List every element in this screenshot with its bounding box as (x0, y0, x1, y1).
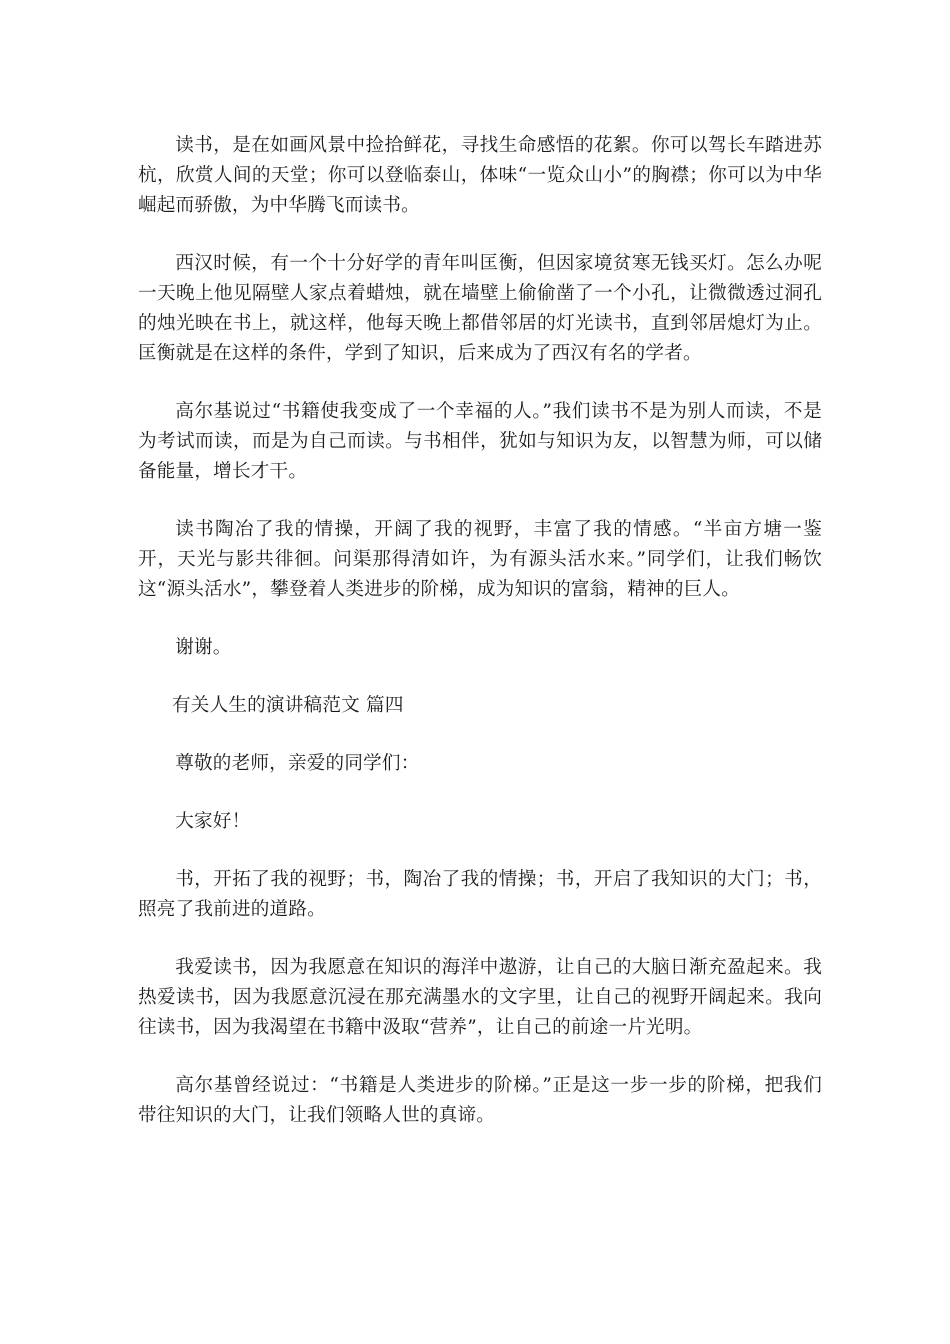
paragraph-reading-flowers: 读书，是在如画风景中捡拾鲜花，寻找生命感悟的花絮。你可以驾长车踏进苏杭，欣赏人间的天堂；你可以登临泰山，体味“一览众山小”的胸襟；你可以为中华崛起而骄傲，为中华腾飞而读书。 (138, 135, 822, 216)
paragraph-books-vision: 书，开拓了我的视野；书，陶冶了我的情操；书，开启了我知识的大门；书，照亮了我前进的道路。 (138, 869, 822, 920)
paragraph-love-reading: 我爱读书，因为我愿意在知识的海洋中遨游，让自己的大脑日渐充盈起来。我热爱读书，因为我愿意沉浸在那充满墨水的文字里，让自己的视野开阔起来。我向往读书，因为我渴望在书籍中汲取“营养”，让自己的前途一片光明。 (138, 957, 822, 1038)
paragraph-kuang-heng-story: 西汉时候，有一个十分好学的青年叫匡衡，但因家境贫寒无钱买灯。怎么办呢一天晚上他见隔壁人家点着蜡烛，就在墙壁上偷偷凿了一个小孔，让微微透过洞孔的烛光映在书上，就这样，他每天晚上都借邻居的灯光读书，直到邻居熄灯为止。匡衡就是在这样的条件，学到了知识，后来成为了西汉有名的学者。 (138, 253, 822, 364)
section-title: 有关人生的演讲稿范文 篇四 (172, 695, 404, 716)
paragraph-hello: 大家好！ (175, 811, 251, 832)
paragraph-thanks: 谢谢。 (175, 637, 232, 658)
paragraph-gorky-ladder: 高尔基曾经说过：“书籍是人类进步的阶梯。”正是这一步一步的阶梯，把我们带往知识的大门，让我们领略人世的真谛。 (138, 1075, 822, 1126)
paragraph-gorky-quote: 高尔基说过“书籍使我变成了一个幸福的人。”我们读书不是为别人而读，不是为考试而读，而是为自己而读。与书相伴，犹如与知识为友，以智慧为师，可以储备能量，增长才干。 (138, 401, 822, 482)
paragraph-reading-benefits: 读书陶冶了我的情操，开阔了我的视野，丰富了我的情感。“半亩方塘一鉴开，天光与影共徘徊。问渠那得清如许，为有源头活水来。”同学们，让我们畅饮这“源头活水”，攀登着人类进步的阶梯，成为知识的富翁，精神的巨人。 (138, 519, 822, 600)
paragraph-greeting-teachers: 尊敬的老师，亲爱的同学们： (175, 753, 420, 774)
document-page (138, 131, 822, 1159)
